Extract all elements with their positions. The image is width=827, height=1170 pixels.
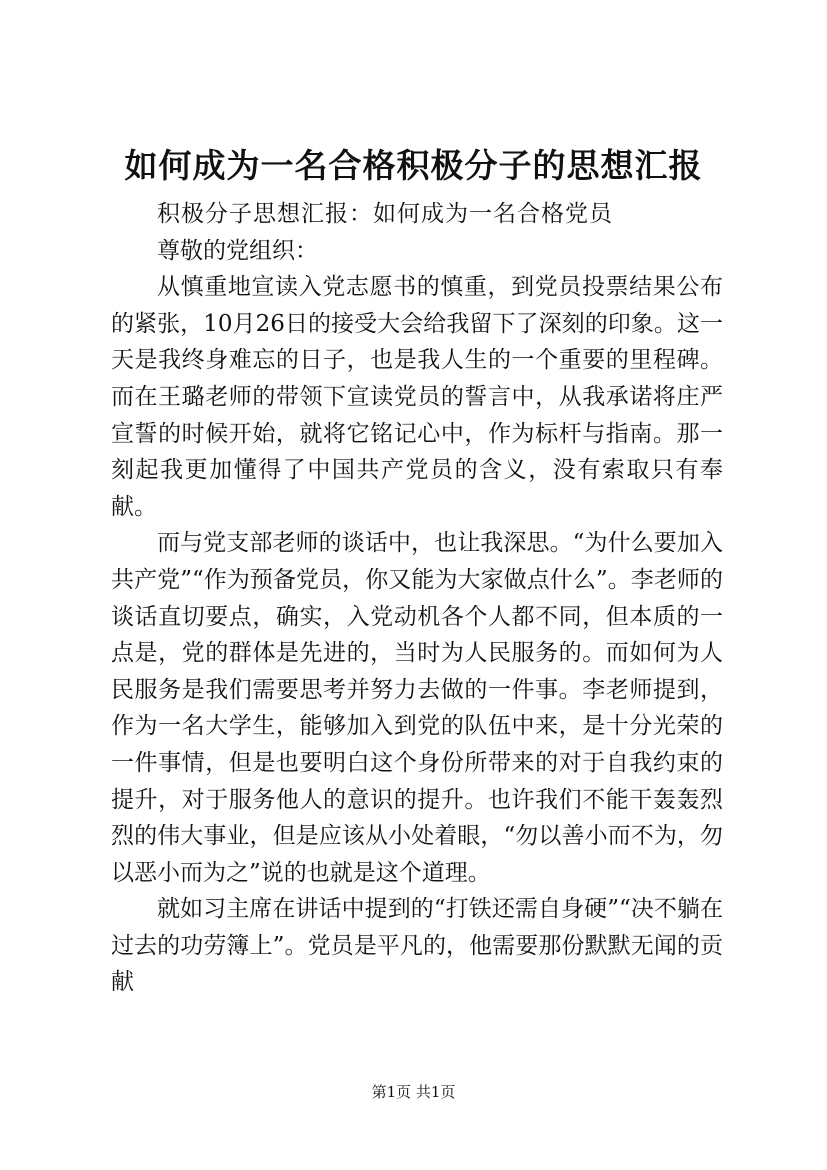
document-title: 如何成为一名合格积极分子的思想汇报 <box>124 146 703 185</box>
paragraph: 从慎重地宣读入党志愿书的慎重，到党员投票结果公布的紧张，10月26日的接受大会给我留下了深刻的印象。这一天是我终身难忘的日子，也是我人生的一个重要的里程碑。而在王璐老师的带领下宣读党员的誓言中，从我承诺将庄严宣誓的时候开始，就将它铭记心中，作为标杆与指南。那一刻起我更加懂得了中国共产党员的含义，没有索取只有奉献。 <box>111 274 723 520</box>
paragraph: 就如习主席在讲话中提到的“打铁还需自身硬”“决不躺在过去的功劳簿上”。党员是平凡的，他需要那份默默无闻的贡献 <box>111 896 723 996</box>
document-subtitle: 积极分子思想汇报：如何成为一名合格党员 <box>157 201 613 227</box>
document-body <box>111 196 723 1001</box>
salutation: 尊敬的党组织： <box>157 237 318 264</box>
page-footer: 第1页 共1页 <box>371 1083 456 1101</box>
paragraph: 而与党支部老师的谈话中，也让我深思。“为什么要加入共产党”“作为预备党员，你又能为大家做点什么”。李老师的谈话直切要点，确实，入党动机各个人都不同，但本质的一点是，党的群体是先进的，当时为人民服务的。而如何为人民服务是我们需要思考并努力去做的一件事。李老师提到，作为一名大学生，能够加入到党的队伍中来，是十分光荣的一件事情，但是也要明白这个身份所带来的对于自我约束的提升，对于服务他人的意识的提升。也许我们不能干轰轰烈烈的伟大事业，但是应该从小处着眼，“勿以善小而不为，勿以恶小而为之”说的也就是这个道理。 <box>111 530 723 886</box>
